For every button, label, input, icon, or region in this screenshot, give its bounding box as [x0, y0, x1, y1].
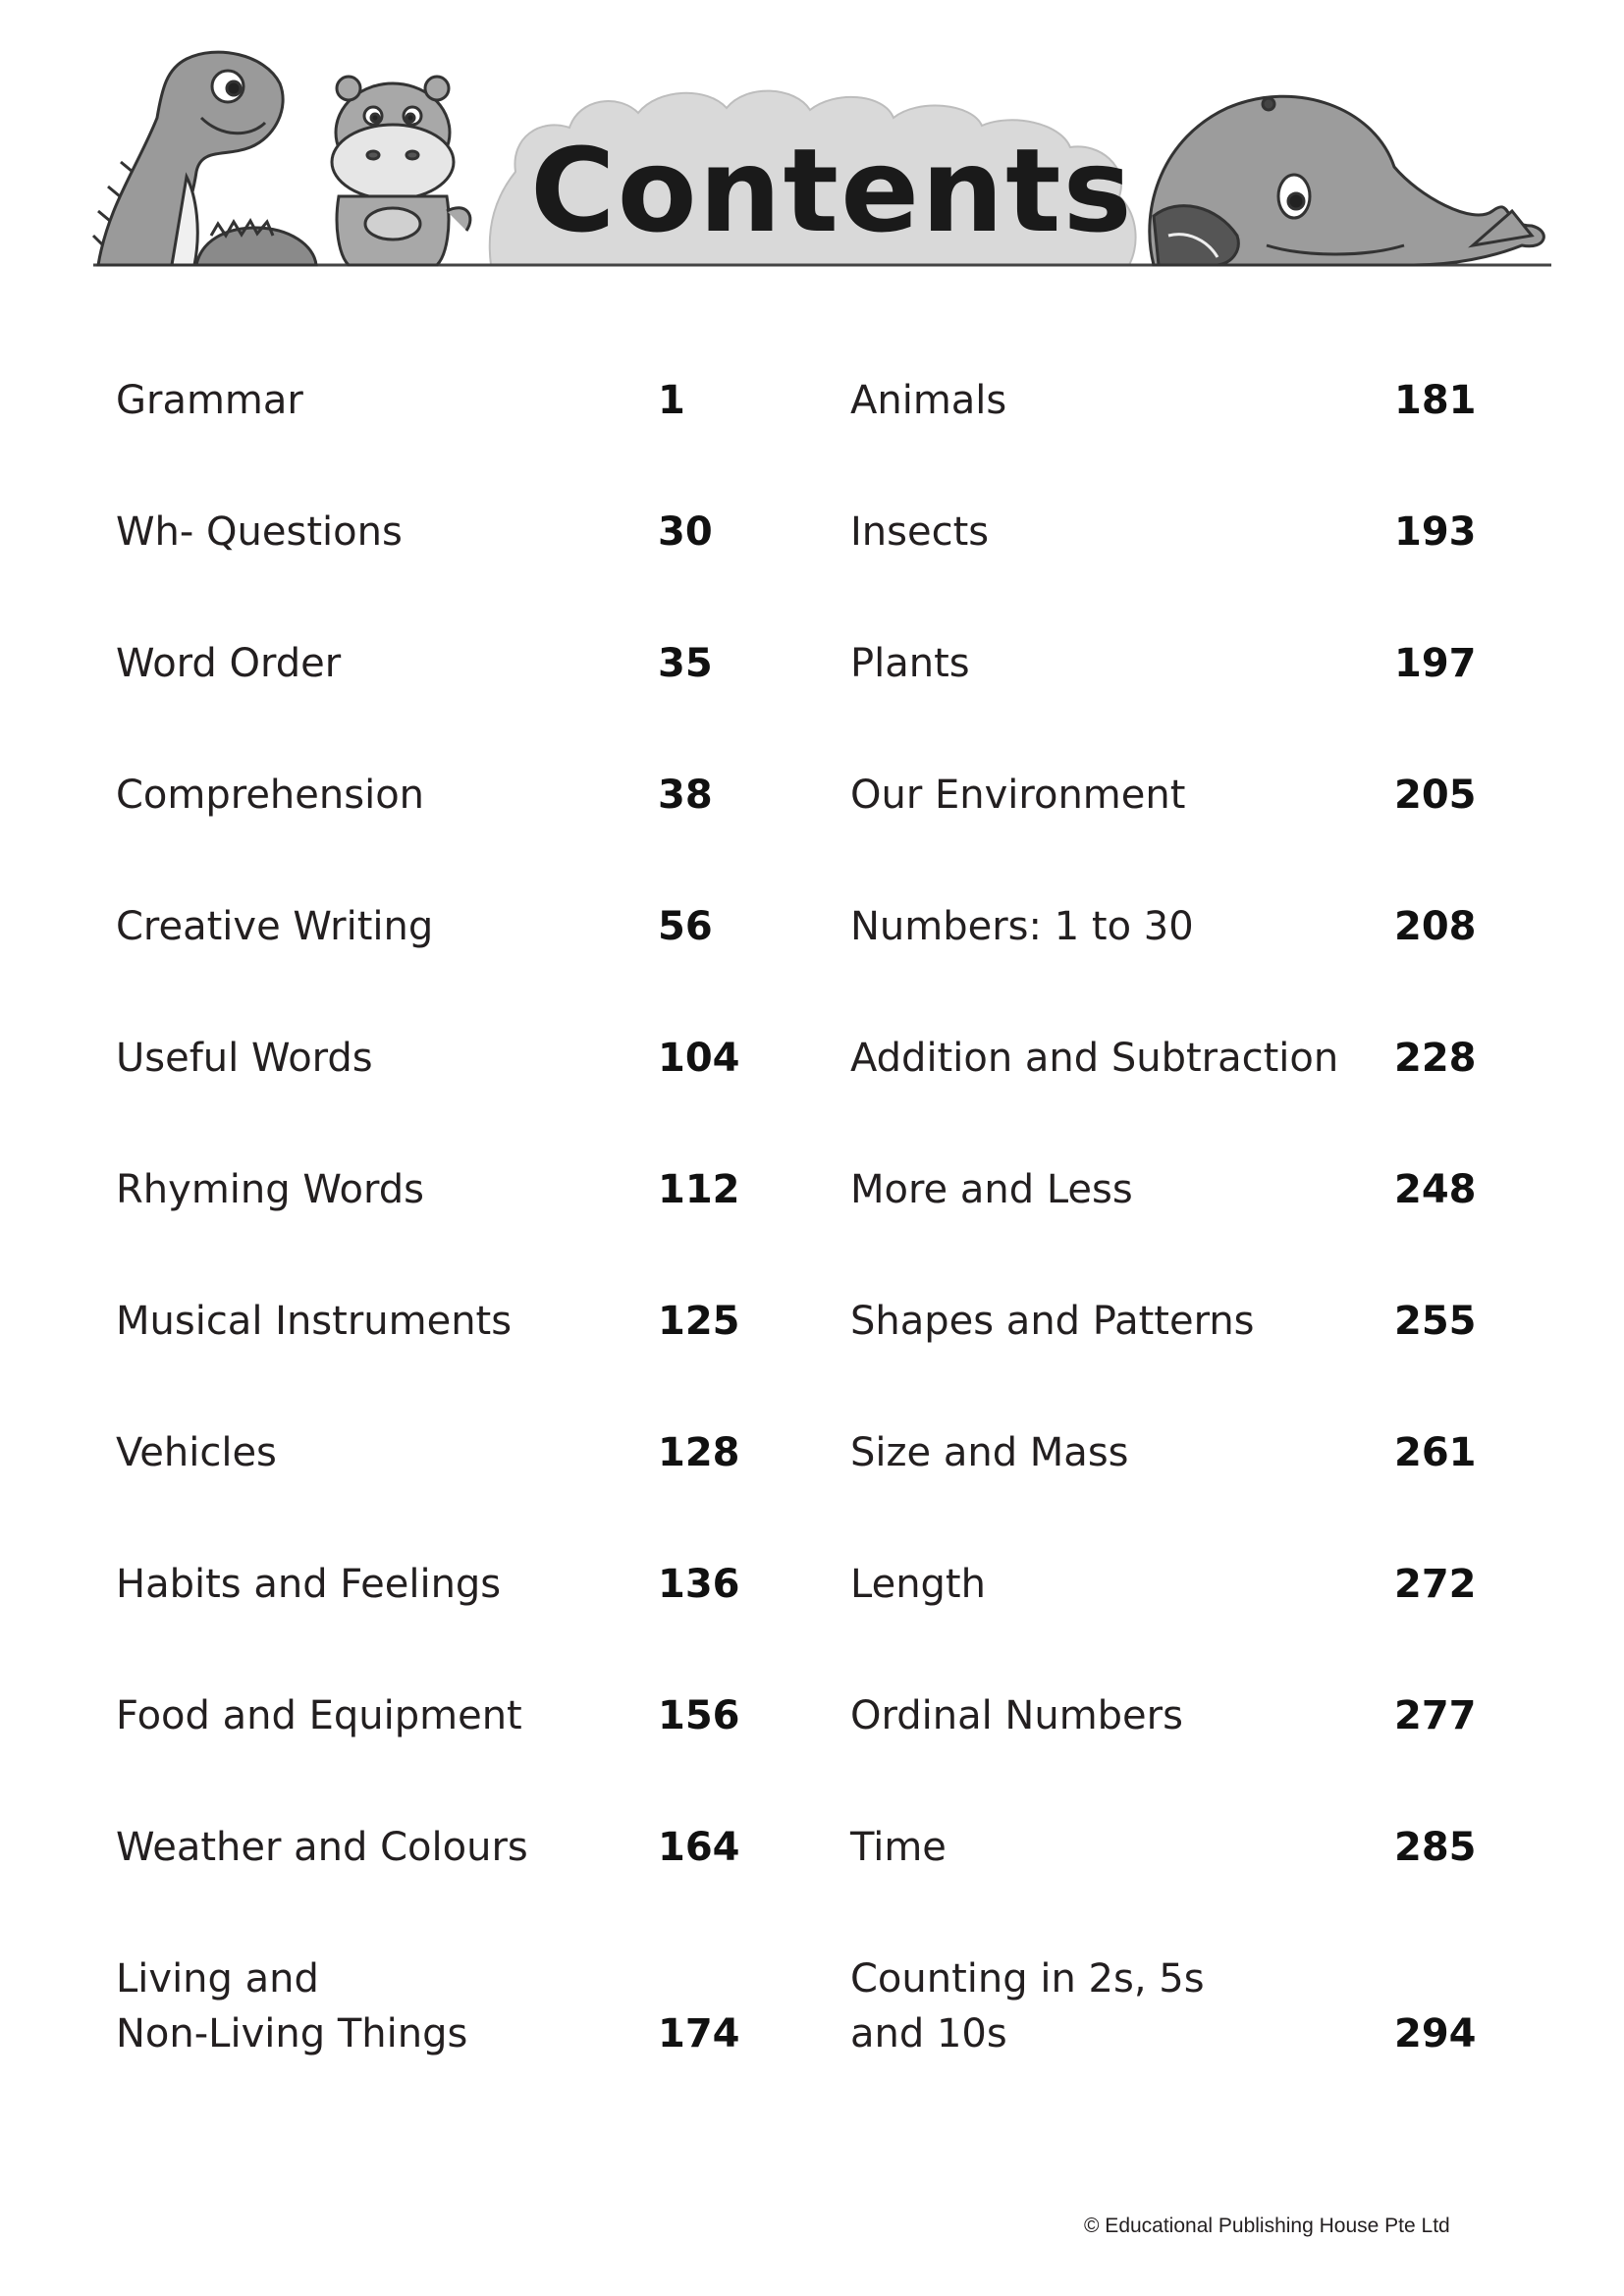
- toc-entry-label: Counting in 2s, 5s and 10s: [850, 1956, 1205, 2056]
- toc-entry-label: Habits and Feelings: [116, 1562, 502, 1607]
- toc-entry-label: Wh- Questions: [116, 509, 403, 555]
- toc-entry-page: 35: [658, 641, 713, 686]
- toc-entry-page: 181: [1394, 378, 1477, 423]
- toc-entry-page: 174: [658, 2011, 740, 2056]
- toc-entry-label: Length: [850, 1562, 986, 1607]
- toc-entry-page: 272: [1394, 1562, 1477, 1607]
- toc-entry[interactable]: [116, 1557, 744, 1688]
- toc-entry[interactable]: [116, 1951, 744, 2083]
- dinosaur-icon: [93, 52, 316, 265]
- toc-entry[interactable]: [116, 373, 744, 505]
- toc-entry-label: Animals: [850, 378, 1007, 423]
- toc-entry-page: 128: [658, 1430, 740, 1475]
- toc-entry-label: Our Environment: [850, 773, 1186, 818]
- toc-entry-page: 261: [1394, 1430, 1477, 1475]
- toc-entry-label: Grammar: [116, 378, 303, 423]
- toc-entry[interactable]: [116, 636, 744, 768]
- page-title: Contents: [530, 123, 1134, 258]
- toc-entry[interactable]: [850, 373, 1479, 505]
- toc-entry-label: Word Order: [116, 641, 342, 686]
- toc-entry[interactable]: [116, 1820, 744, 1951]
- toc-entry[interactable]: [116, 899, 744, 1031]
- header-banner: [0, 0, 1624, 275]
- toc-entry-label: Plants: [850, 641, 970, 686]
- toc-entry-label: Rhyming Words: [116, 1167, 425, 1212]
- toc-entry-page: 56: [658, 904, 713, 949]
- toc-entry-page: 136: [658, 1562, 740, 1607]
- toc-entry-page: 228: [1394, 1036, 1477, 1081]
- toc-entry[interactable]: [116, 768, 744, 899]
- toc-entry-label: Musical Instruments: [116, 1299, 513, 1344]
- toc-left-column: [116, 373, 744, 2083]
- toc-entry[interactable]: [850, 899, 1479, 1031]
- toc-entry[interactable]: [850, 505, 1479, 636]
- toc-entry-page: 248: [1394, 1167, 1477, 1212]
- toc-entry[interactable]: [850, 636, 1479, 768]
- toc-entry[interactable]: [116, 1425, 744, 1557]
- toc-entry[interactable]: [850, 1557, 1479, 1688]
- toc-entry-label: Shapes and Patterns: [850, 1299, 1255, 1344]
- toc-entry[interactable]: [116, 1162, 744, 1294]
- toc-entry[interactable]: [116, 1688, 744, 1820]
- toc-entry-page: 38: [658, 773, 713, 818]
- hippo-icon: [332, 77, 470, 265]
- toc-entry-page: 112: [658, 1167, 740, 1212]
- toc-entry-page: 277: [1394, 1693, 1477, 1738]
- toc-entry[interactable]: [850, 1951, 1479, 2083]
- toc-entry-label: Numbers: 1 to 30: [850, 904, 1194, 949]
- toc-entry[interactable]: [850, 1820, 1479, 1951]
- toc-entry-page: 197: [1394, 641, 1477, 686]
- toc-entry-label: Food and Equipment: [116, 1693, 522, 1738]
- copyright-notice: © Educational Publishing House Pte Ltd: [1084, 2215, 1450, 2237]
- toc-entry-page: 104: [658, 1036, 740, 1081]
- toc-entry-label: Insects: [850, 509, 990, 555]
- toc-entry-label: Living and Non-Living Things: [116, 1956, 468, 2056]
- toc-entry-page: 255: [1394, 1299, 1477, 1344]
- toc-entry[interactable]: [850, 1162, 1479, 1294]
- toc-entry-label: Comprehension: [116, 773, 425, 818]
- toc-entry-label: Ordinal Numbers: [850, 1693, 1183, 1738]
- toc-entry-page: 205: [1394, 773, 1477, 818]
- toc-entry-page: 285: [1394, 1825, 1477, 1870]
- toc-entry-page: 164: [658, 1825, 740, 1870]
- toc-entry-page: 208: [1394, 904, 1477, 949]
- toc-entry[interactable]: [850, 1294, 1479, 1425]
- toc-entry-label: Useful Words: [116, 1036, 373, 1081]
- toc-entry[interactable]: [116, 505, 744, 636]
- whale-icon: [1150, 96, 1544, 265]
- toc-entry[interactable]: [850, 768, 1479, 899]
- toc-entry-page: 30: [658, 509, 713, 555]
- toc-entry-page: 125: [658, 1299, 740, 1344]
- toc-entry-label: Weather and Colours: [116, 1825, 528, 1870]
- toc-entry-page: 1: [658, 378, 685, 423]
- toc-entry-page: 294: [1394, 2011, 1477, 2056]
- toc-entry[interactable]: [850, 1688, 1479, 1820]
- toc-entry[interactable]: [850, 1031, 1479, 1162]
- toc-entry[interactable]: [850, 1425, 1479, 1557]
- toc-entry[interactable]: [116, 1294, 744, 1425]
- toc-entry[interactable]: [116, 1031, 744, 1162]
- toc-right-column: [850, 373, 1479, 2083]
- toc-entry-label: Addition and Subtraction: [850, 1036, 1339, 1081]
- toc-entry-label: Creative Writing: [116, 904, 434, 949]
- toc-entry-label: Time: [850, 1825, 947, 1870]
- toc-entry-page: 193: [1394, 509, 1477, 555]
- toc-entry-page: 156: [658, 1693, 740, 1738]
- toc-entry-label: Size and Mass: [850, 1430, 1129, 1475]
- toc-entry-label: Vehicles: [116, 1430, 277, 1475]
- toc-entry-label: More and Less: [850, 1167, 1133, 1212]
